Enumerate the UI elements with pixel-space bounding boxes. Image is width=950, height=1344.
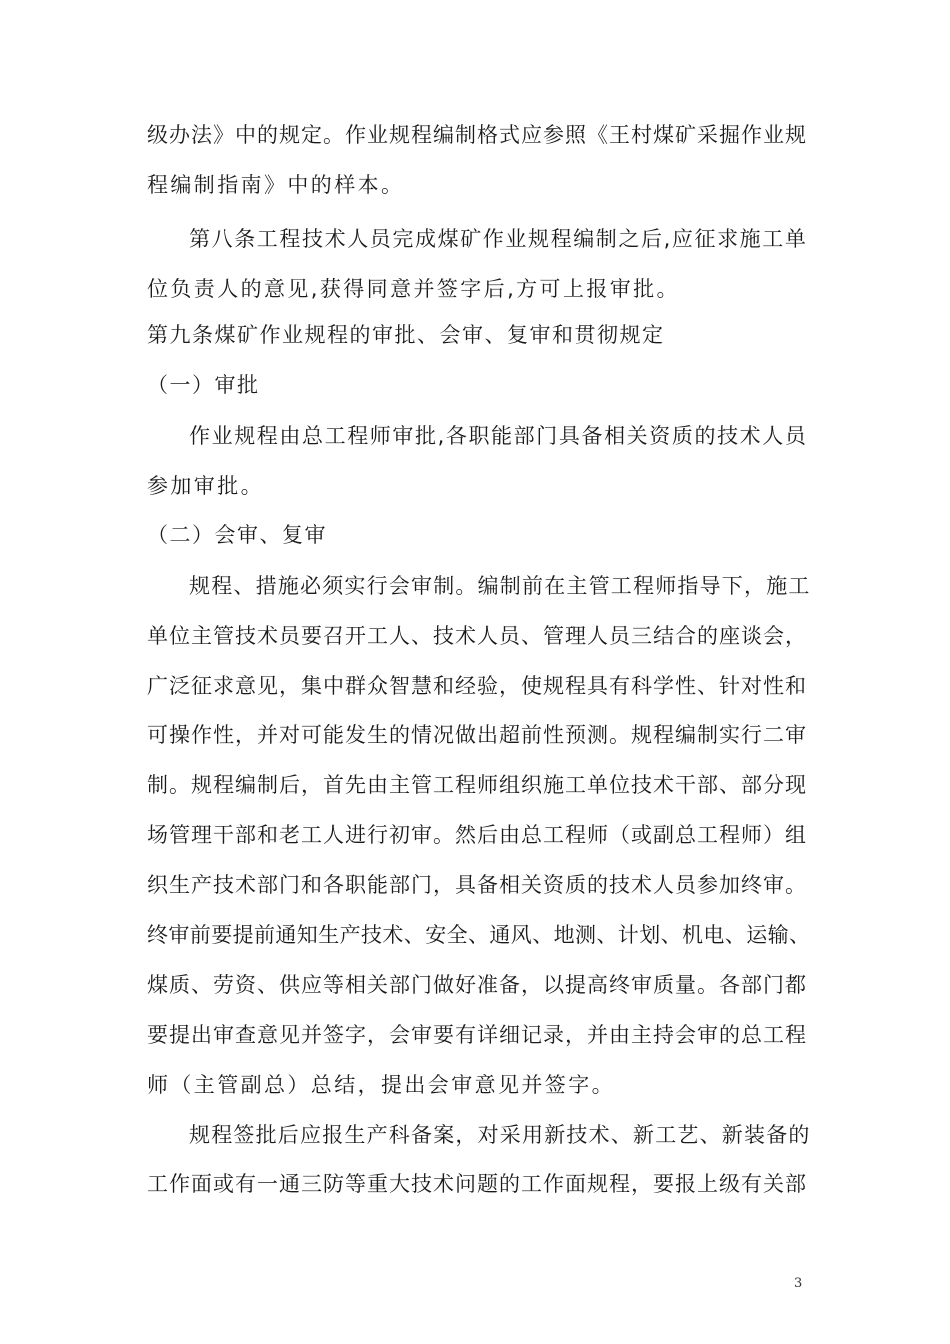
body-text-line: 织生产技术部门和各职能部门，具备相关资质的技术人员参加终审。 bbox=[147, 873, 807, 897]
body-text-line: 工作面或有一通三防等重大技术问题的工作面规程，要报上级有关部 bbox=[147, 1172, 807, 1196]
paragraph-filing: 规程签批后应报生产科备案，对采用新技术、新工艺、新装备的 bbox=[189, 1123, 811, 1147]
body-text-line: 制。规程编制后，首先由主管工程师组织施工单位技术干部、部分现 bbox=[147, 773, 807, 797]
paragraph-article-8: 第八条工程技术人员完成煤矿作业规程编制之后,应征求施工单 bbox=[189, 227, 808, 251]
body-text-line: 要提出审查意见并签字，会审要有详细记录，并由主持会审的总工程 bbox=[147, 1023, 807, 1047]
section-heading-approval: （一）审批 bbox=[147, 373, 260, 397]
section-heading-review: （二）会审、复审 bbox=[147, 523, 327, 547]
body-text-line: 煤质、劳资、供应等相关部门做好准备，以提高终审质量。各部门都 bbox=[147, 973, 807, 997]
paragraph-approval: 作业规程由总工程师审批,各职能部门具备相关资质的技术人员 bbox=[189, 424, 808, 448]
body-text-line: 可操作性，并对可能发生的情况做出超前性预测。规程编制实行二审 bbox=[147, 723, 807, 747]
paragraph-review: 规程、措施必须实行会审制。编制前在主管工程师指导下，施工 bbox=[189, 574, 811, 598]
body-text-line: 场管理干部和老工人进行初审。然后由总工程师（或副总工程师）组 bbox=[147, 823, 807, 847]
body-text-line: 参加审批。 bbox=[147, 474, 264, 498]
body-text-line: 单位主管技术员要召开工人、技术人员、管理人员三结合的座谈会， bbox=[147, 624, 807, 648]
body-text-line: 广泛征求意见，集中群众智慧和经验，使规程具有科学性、针对性和 bbox=[147, 674, 807, 698]
body-text-line: 程编制指南》中的样本。 bbox=[147, 173, 405, 197]
body-text-line: 位负责人的意见,获得同意并签字后,方可上报审批。 bbox=[147, 277, 680, 301]
article-9-heading: 第九条煤矿作业规程的审批、会审、复审和贯彻规定 bbox=[147, 323, 665, 347]
body-text-line: 师（主管副总）总结，提出会审意见并签字。 bbox=[147, 1073, 615, 1097]
page-number: 3 bbox=[794, 1276, 803, 1291]
body-text-line: 级办法》中的规定。作业规程编制格式应参照《王村煤矿采掘作业规 bbox=[147, 123, 807, 147]
body-text-line: 终审前要提前通知生产技术、安全、通风、地测、计划、机电、运输、 bbox=[147, 923, 811, 947]
